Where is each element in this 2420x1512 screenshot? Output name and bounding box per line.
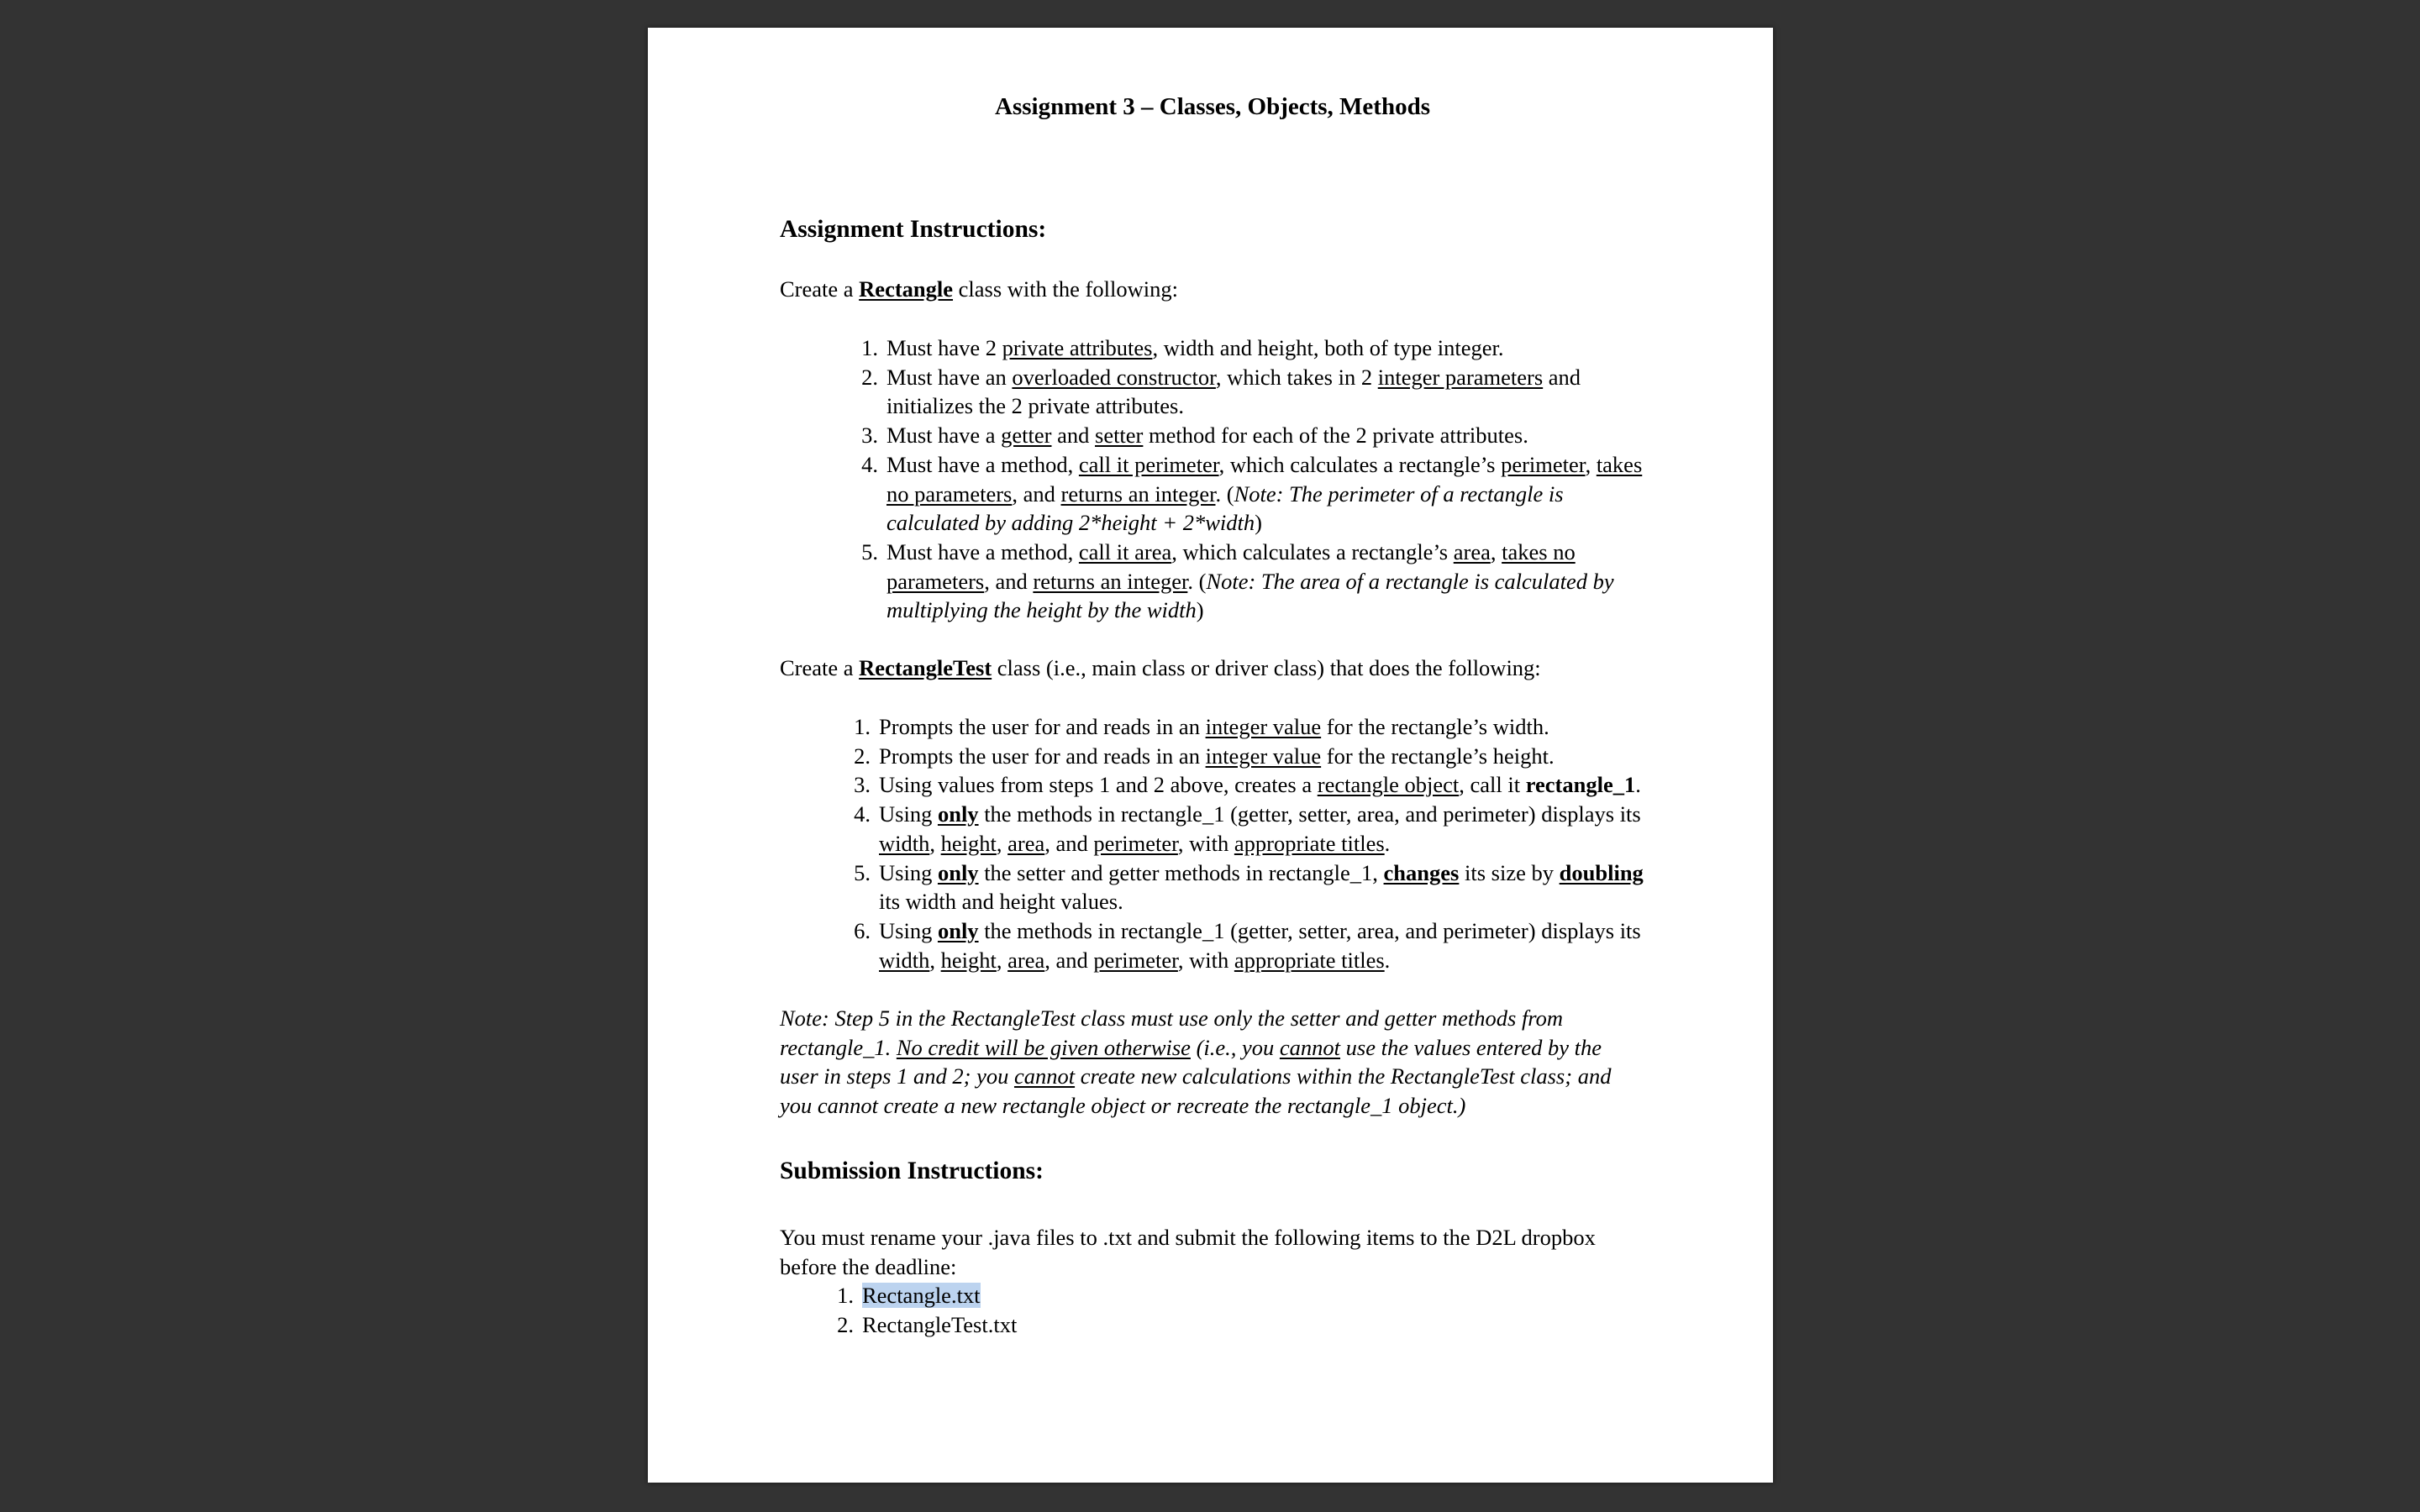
- list-item: 4. Using only the methods in rectangle_1 (getter, setter, area, and perimeter) displays its width, height, area, and perimeter, with appropriate titles.: [854, 801, 1641, 856]
- list-item: 2. RectangleTest.txt: [837, 1311, 1018, 1337]
- list-item: 3. Using values from steps 1 and 2 above, creates a rectangle object, call it rectangle_1.: [854, 772, 1641, 798]
- list-item: 4. Must have a method, call it perimeter, which calculates a rectangle’s perimeter, takes no parameters, and returns an integer. (Note: The perimeter of a rectangle is calculated by adding 2*height + 2*width): [861, 451, 1643, 536]
- list-item: 3. Must have a getter and setter method for each of the 2 private attributes.: [861, 423, 1528, 449]
- submission-items-list: [837, 1281, 1282, 1339]
- list-item: 1. Must have 2 private attributes, width and height, both of type integer.: [861, 335, 1504, 360]
- document-title: Assignment 3 – Classes, Objects, Methods: [995, 93, 1430, 120]
- rectangle-intro: Create a Rectangle class with the following:: [780, 276, 1178, 302]
- submission-text: You must rename your .java files to .txt and submit the following items to the D2L dropbox before the deadline:: [780, 1225, 1596, 1279]
- step5-note: Note: Step 5 in the RectangleTest class must use only the setter and getter methods from rectangle_1. No credit will be given otherwise (i.e., you cannot use the values entered by the user in steps 1 and 2; you cannot create new calculations within the RectangleTest class; and you cannot create a new rectangle object or recreate the rectangle_1 object.): [780, 1005, 1612, 1119]
- list-item: 1. Rectangle.txt: [837, 1283, 981, 1308]
- rectangletest-steps-list: [854, 712, 1645, 974]
- list-item: 1. Prompts the user for and reads in an integer value for the rectangle’s width.: [854, 714, 1549, 739]
- submission-heading: Submission Instructions:: [780, 1158, 1044, 1184]
- rectangletest-class-name: RectangleTest: [859, 655, 992, 680]
- instructions-heading: Assignment Instructions:: [780, 216, 1047, 243]
- rectangle-requirements-list: [861, 333, 1645, 625]
- list-item: 5. Must have a method, call it area, which calculates a rectangle’s area, takes no parameters, and returns an integer. (Note: The area of a rectangle is calculated by multiplying the height by the width): [861, 538, 1614, 623]
- rectangletest-intro: Create a RectangleTest class (i.e., main class or driver class) that does the following:: [780, 655, 1541, 680]
- list-item: 6. Using only the methods in rectangle_1 (getter, setter, area, and perimeter) displays its width, height, area, and perimeter, with appropriate titles.: [854, 917, 1641, 973]
- rectangle-class-name: Rectangle: [859, 276, 954, 302]
- selected-text: Rectangle.txt: [862, 1283, 981, 1308]
- document-page: [648, 28, 1773, 1483]
- list-item: 2. Must have an overloaded constructor, which takes in 2 integer parameters and initializes the 2 private attributes.: [861, 364, 1581, 419]
- list-item: 2. Prompts the user for and reads in an integer value for the rectangle’s height.: [854, 743, 1555, 769]
- list-item: 5. Using only the setter and getter methods in rectangle_1, changes its size by doubling its width and height values.: [854, 859, 1644, 915]
